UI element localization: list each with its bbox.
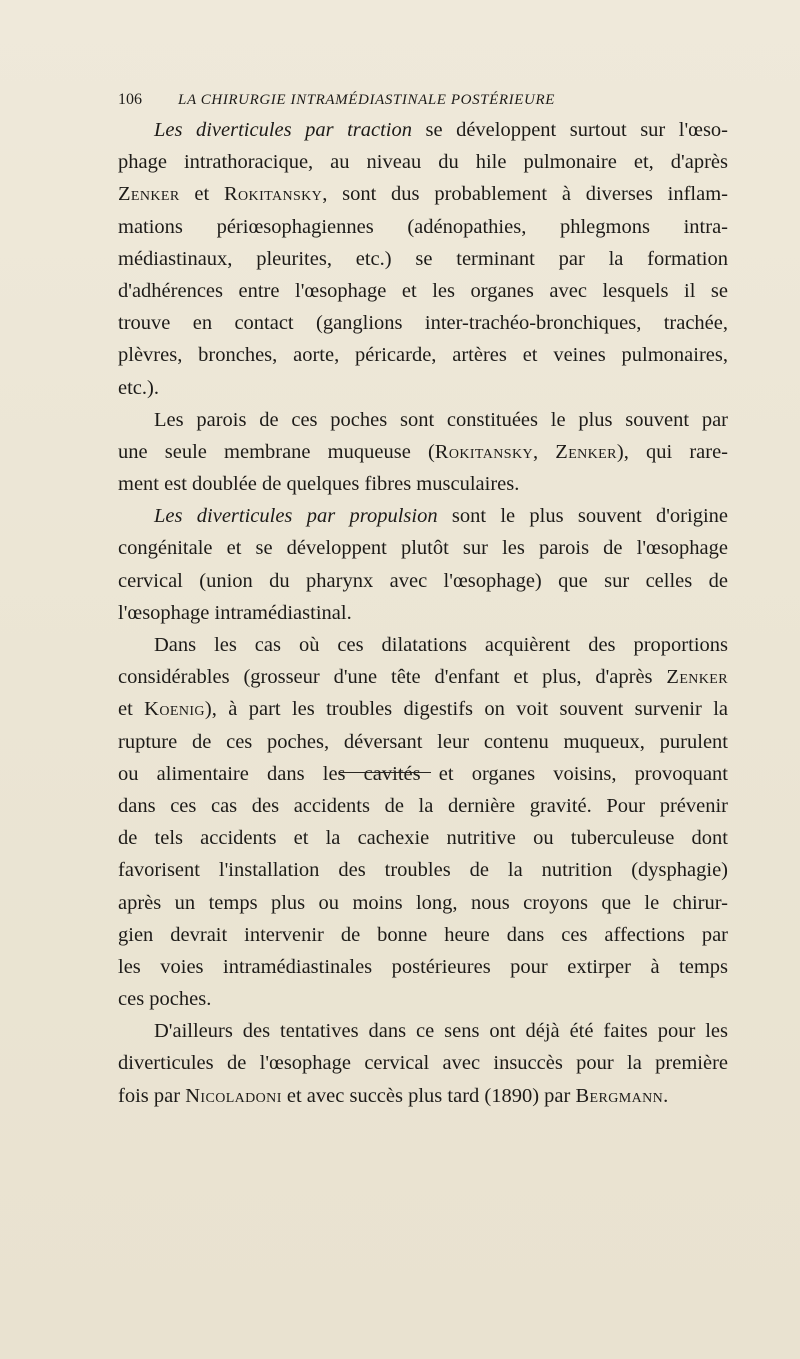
author-rokitansky: Rokitansky	[434, 440, 533, 463]
author-zenker: Zenker	[555, 440, 617, 463]
paragraph-1-line-5: médiastinaux, pleurites, etc.) se terminant par la formation	[118, 247, 728, 270]
paragraph-4-line-4: rupture de ces poches, déversant leur contenu muqueux, purulent	[118, 730, 728, 753]
author-koenig: Koenig	[144, 698, 205, 721]
paragraph-1-line-4: mations périœsophagiennes (adénopathies, phlegmons intra-	[118, 215, 728, 238]
paragraph-4-line-7: de tels accidents et la cachexie nutritive ou tuberculeuse dont	[118, 827, 728, 850]
paragraph-1-line-8: plèvres, bronches, aorte, péricarde, artères et veines pulmonaires,	[118, 344, 728, 367]
paragraph-1-line-2: phage intrathoracique, au niveau du hile pulmonaire et, d'après	[118, 151, 728, 174]
running-title: LA CHIRURGIE INTRAMÉDIASTINALE POSTÉRIEURE	[178, 92, 555, 108]
paragraph-4-line-2: considérables (grosseur d'une tête d'enfant et plus, d'après Zenker	[118, 666, 728, 689]
term-traction: Les diverticules par traction	[154, 119, 412, 141]
author-nicoladoni: Nicoladoni	[185, 1084, 282, 1107]
paragraph-3-line-1: Les diverticules par propulsion sont le plus souvent d'origine	[154, 505, 728, 528]
paragraph-5-line-1: D'ailleurs des tentatives dans ce sens ont déjà été faites pour les	[154, 1020, 728, 1043]
author-bergmann: Bergmann	[575, 1084, 664, 1107]
author-zenker: Zenker	[666, 666, 728, 689]
paragraph-1-line-7: trouve en contact (ganglions inter-trachéo-bronchiques, trachée,	[118, 312, 728, 335]
paragraph-4-line-1: Dans les cas où ces dilatations acquièrent des proportions	[154, 634, 728, 656]
paragraph-5-line-3: fois par Nicoladoni et avec succès plus tard (1890) par Bergmann.	[118, 1084, 669, 1107]
paragraph-4-line-3: et Koenig), à part les troubles digestifs on voit souvent survenir la	[118, 698, 728, 721]
paragraph-4-line-10: gien devrait intervenir de bonne heure dans ces affections par	[118, 923, 728, 946]
paragraph-5-line-2: diverticules de l'œsophage cervical avec insuccès pour la première	[118, 1052, 728, 1075]
paragraph-3-line-4: l'œsophage intramédiastinal.	[118, 601, 352, 624]
paragraph-2-line-2: une seule membrane muqueuse (Rokitansky, Zenker), qui rare-	[118, 440, 728, 463]
paragraph-1-line-9: etc.).	[118, 376, 159, 399]
author-rokitansky: Rokitansky	[223, 183, 323, 206]
paragraph-4-line-8: favorisent l'installation des troubles de la nutrition (dysphagie)	[118, 859, 728, 882]
section-end-rule	[340, 772, 431, 773]
paragraph-4-line-5: ou alimentaire dans les cavités et organes voisins, provoquant	[118, 762, 728, 785]
term-propulsion: Les diverticules par propulsion	[154, 505, 438, 528]
paragraph-3-line-2: congénitale et se développent plutôt sur les parois de l'œsophage	[118, 537, 728, 560]
paragraph-2-line-1: Les parois de ces poches sont constituées le plus souvent par	[154, 408, 728, 431]
paragraph-3-line-3: cervical (union du pharynx avec l'œsophage) que sur celles de	[118, 569, 728, 592]
author-zenker: Zenker	[118, 183, 180, 206]
paragraph-1-line-3: Zenker et Rokitansky, sont dus probablement à diverses inflam-	[118, 183, 728, 206]
body-text	[118, 114, 728, 1112]
paragraph-4-line-12: ces poches.	[118, 988, 212, 1011]
paragraph-4-line-9: après un temps plus ou moins long, nous croyons que le chirur-	[118, 891, 728, 914]
paragraph-4-line-11: les voies intramédiastinales postérieures pour extirper à temps	[118, 955, 728, 978]
running-head	[118, 87, 728, 113]
paragraph-1-line-6: d'adhérences entre l'œsophage et les organes avec lesquels il se	[118, 279, 728, 302]
paragraph-2-line-3: ment est doublée de quelques fibres musculaires.	[118, 473, 520, 496]
paragraph-1-line-1: Les diverticules par traction se développent surtout sur l'œso-	[154, 119, 728, 141]
paragraph-4-line-6: dans ces cas des accidents de la dernière gravité. Pour prévenir	[118, 794, 728, 817]
page-number: 106	[118, 91, 142, 108]
